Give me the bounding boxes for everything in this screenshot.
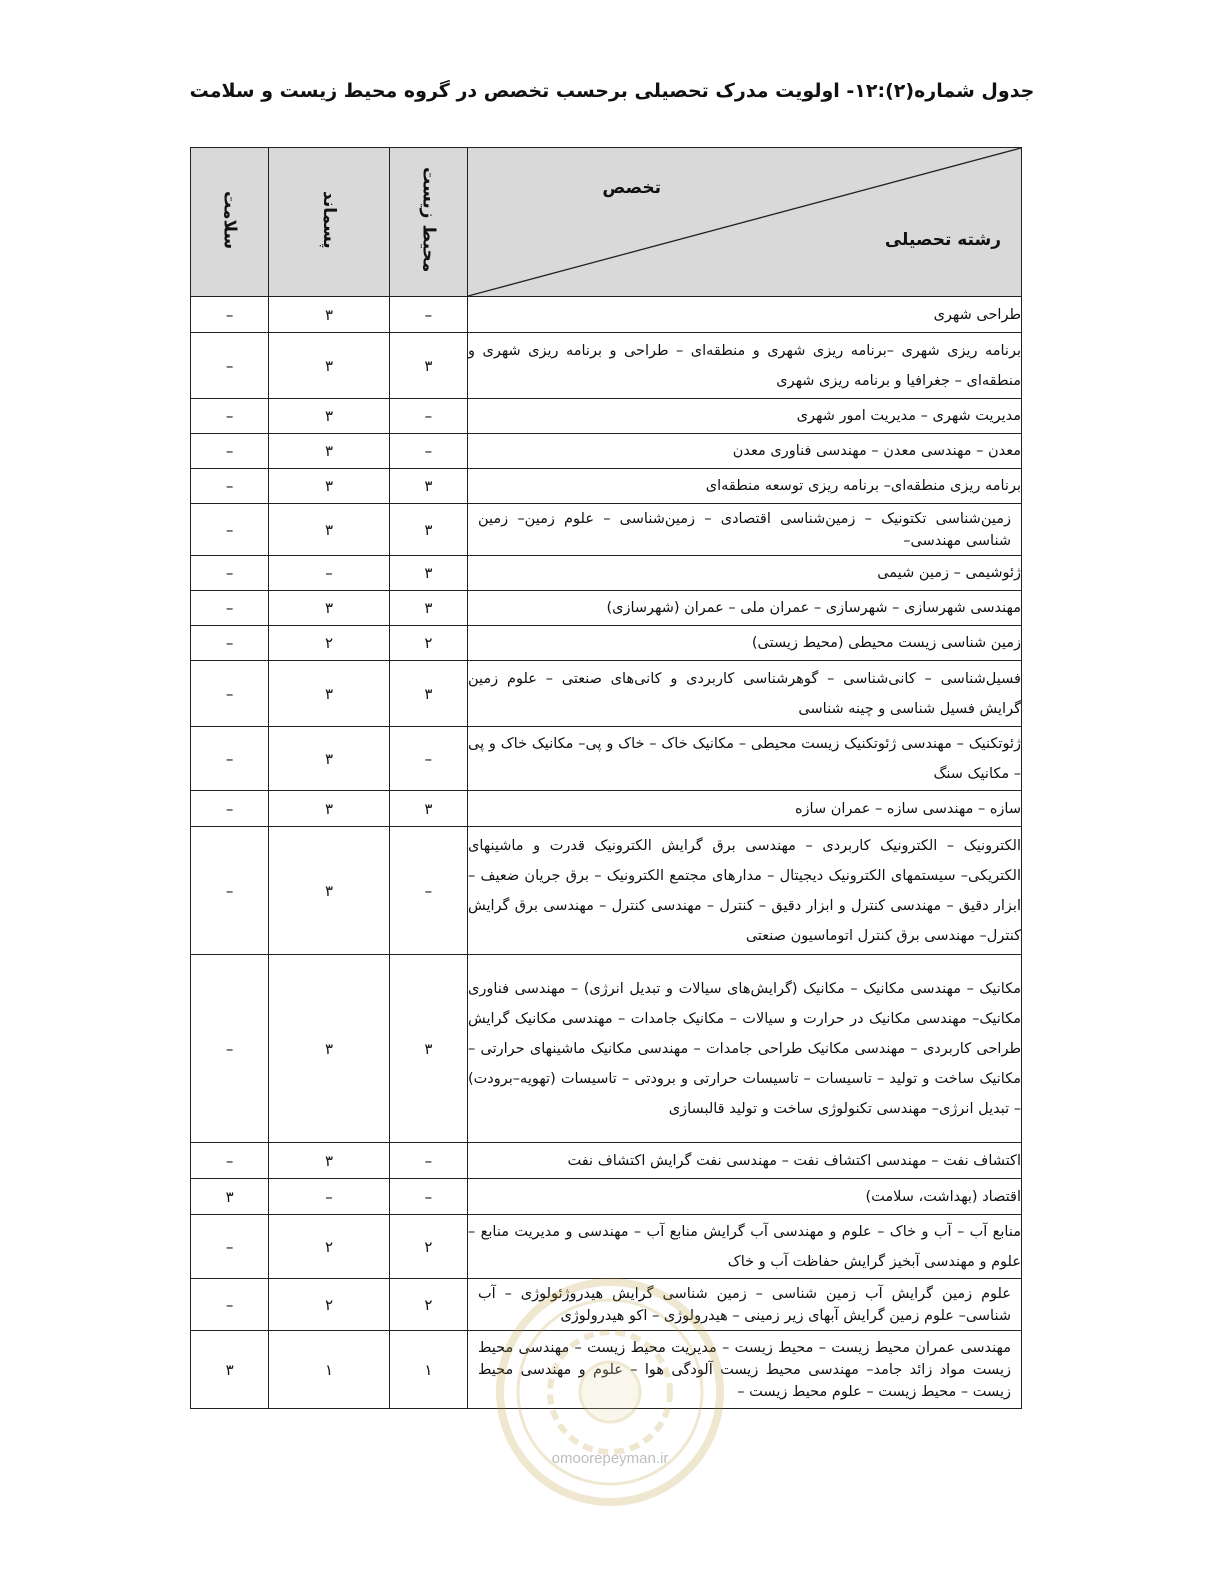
health-cell: – bbox=[191, 591, 269, 626]
major-cell: مهندسی عمران محیط زیست – محیط زیست – مدیریت محیط زیست – مهندسی محیط زیست مواد زائد جامد– مهندسی محیط زیست آلودگی هوا – علوم و مهندسی محیط زیست – محیط زیست – علوم محیط زیست – bbox=[468, 1331, 1022, 1409]
health-cell: – bbox=[191, 399, 269, 434]
environment-cell: ۱ bbox=[389, 1331, 467, 1409]
header-environment bbox=[389, 148, 467, 297]
watermark-text: omoorepeyman.ir bbox=[551, 1450, 669, 1467]
table-row bbox=[191, 791, 1022, 827]
health-cell: – bbox=[191, 791, 269, 827]
environment-cell: ۳ bbox=[389, 791, 467, 827]
waste-cell: ۳ bbox=[269, 955, 389, 1143]
waste-cell: ۳ bbox=[269, 791, 389, 827]
health-cell: – bbox=[191, 297, 269, 333]
environment-cell: ۳ bbox=[389, 955, 467, 1143]
header-waste-label: پسماند bbox=[319, 191, 339, 249]
major-cell: برنامه ریزی شهری –برنامه ریزی شهری و منطقه‌ای – طراحی و برنامه ریزی شهری و منطقه‌ای – جغرافیا و برنامه ریزی شهری bbox=[468, 333, 1022, 399]
major-cell: ژئوشیمی – زمین شیمی bbox=[468, 556, 1022, 591]
environment-cell: ۲ bbox=[389, 1215, 467, 1279]
major-cell: ژئوتکنیک – مهندسی ژئوتکنیک زیست محیطی – مکانیک خاک – خاک و پی– مکانیک خاک و پی – مکانیک سنگ bbox=[468, 727, 1022, 791]
table-row bbox=[191, 727, 1022, 791]
environment-cell: – bbox=[389, 297, 467, 333]
major-cell: معدن – مهندسی معدن – مهندسی فناوری معدن bbox=[468, 434, 1022, 469]
health-cell: – bbox=[191, 333, 269, 399]
waste-cell: – bbox=[269, 556, 389, 591]
waste-cell: ۳ bbox=[269, 504, 389, 556]
waste-cell: ۳ bbox=[269, 591, 389, 626]
table-row bbox=[191, 591, 1022, 626]
table-row bbox=[191, 626, 1022, 661]
waste-cell: ۳ bbox=[269, 661, 389, 727]
waste-cell: ۳ bbox=[269, 297, 389, 333]
major-cell: فسیل‌شناسی – کانی‌شناسی – گوهرشناسی کاربردی و کانی‌های صنعتی – علوم زمین گرایش فسیل شناسی و چینه شناسی bbox=[468, 661, 1022, 727]
environment-cell: ۳ bbox=[389, 661, 467, 727]
table-row bbox=[191, 297, 1022, 333]
waste-cell: ۳ bbox=[269, 469, 389, 504]
health-cell: – bbox=[191, 827, 269, 955]
environment-cell: ۲ bbox=[389, 626, 467, 661]
environment-cell: ۲ bbox=[389, 1279, 467, 1331]
table-row bbox=[191, 1143, 1022, 1179]
major-cell: طراحی شهری bbox=[468, 297, 1022, 333]
table-row bbox=[191, 504, 1022, 556]
major-cell: مدیریت شهری – مدیریت امور شهری bbox=[468, 399, 1022, 434]
header-diagonal-line bbox=[468, 148, 1021, 296]
major-cell: زمین‌شناسی تکتونیک – زمین‌شناسی اقتصادی – زمین‌شناسی – علوم زمین– زمین شناسی مهندسی– bbox=[468, 504, 1022, 556]
major-cell: مهندسی شهرسازی – شهرسازی – عمران ملی – عمران (شهرسازی) bbox=[468, 591, 1022, 626]
table-row bbox=[191, 1215, 1022, 1279]
environment-cell: ۳ bbox=[389, 333, 467, 399]
waste-cell: ۳ bbox=[269, 399, 389, 434]
waste-cell: ۳ bbox=[269, 333, 389, 399]
table-row bbox=[191, 434, 1022, 469]
major-cell: منابع آب – آب و خاک – علوم و مهندسی آب گرایش منابع آب – مهندسی و مدیریت منابع – علوم و مهندسی آبخیز گرایش حفاظت آب و خاک bbox=[468, 1215, 1022, 1279]
table-row bbox=[191, 827, 1022, 955]
major-cell: مکانیک – مهندسی مکانیک – مکانیک (گرایش‌های سیالات و تبدیل انرژی) – مهندسی فناوری مکانیک– مهندسی مکانیک در حرارت و سیالات – مکانیک جامدات – مهندسی مکانیک گرایش طراحی کاربردی – مهندسی مکانیک طراحی جامدات – مهندسی مکانیک ماشینهای حرارتی – مکانیک ساخت و تولید – تاسیسات – تاسیسات حرارتی و برودتی – تاسیسات (تهویه–برودت) – تبدیل انرژی– مهندسی تکنولوژی ساخت و تولید قالبسازی bbox=[468, 955, 1022, 1143]
page-title: جدول شماره(۲):۱۲- اولویت مدرک تحصیلی برحسب تخصص در گروه محیط زیست و سلامت bbox=[189, 80, 1035, 102]
table-row bbox=[191, 333, 1022, 399]
waste-cell: ۳ bbox=[269, 434, 389, 469]
environment-cell: ۳ bbox=[389, 556, 467, 591]
environment-cell: – bbox=[389, 727, 467, 791]
environment-cell: – bbox=[389, 827, 467, 955]
environment-cell: – bbox=[389, 434, 467, 469]
header-environment-label: محیط زیست bbox=[418, 167, 439, 273]
environment-cell: ۳ bbox=[389, 504, 467, 556]
health-cell: – bbox=[191, 1143, 269, 1179]
waste-cell: ۱ bbox=[269, 1331, 389, 1409]
health-cell: – bbox=[191, 727, 269, 791]
health-cell: – bbox=[191, 626, 269, 661]
major-cell: اقتصاد (بهداشت، سلامت) bbox=[468, 1179, 1022, 1215]
table-row bbox=[191, 1179, 1022, 1215]
table-header-row bbox=[191, 148, 1022, 297]
health-cell: – bbox=[191, 504, 269, 556]
environment-cell: – bbox=[389, 1179, 467, 1215]
major-cell: سازه – مهندسی سازه – عمران سازه bbox=[468, 791, 1022, 827]
header-health-label: سلامت bbox=[219, 190, 240, 250]
environment-cell: – bbox=[389, 399, 467, 434]
health-cell: – bbox=[191, 1279, 269, 1331]
health-cell: – bbox=[191, 1215, 269, 1279]
header-corner-cell bbox=[468, 148, 1022, 297]
health-cell: – bbox=[191, 469, 269, 504]
environment-cell: ۳ bbox=[389, 591, 467, 626]
header-specialty-label: تخصص bbox=[602, 178, 661, 198]
health-cell: – bbox=[191, 661, 269, 727]
major-cell: اکتشاف نفت – مهندسی اکتشاف نفت – مهندسی نفت گرایش اکتشاف نفت bbox=[468, 1143, 1022, 1179]
waste-cell: ۳ bbox=[269, 727, 389, 791]
waste-cell: – bbox=[269, 1179, 389, 1215]
health-cell: ۳ bbox=[191, 1179, 269, 1215]
table-row bbox=[191, 1331, 1022, 1409]
major-cell: الکترونیک – الکترونیک کاربردی – مهندسی برق گرایش الکترونیک قدرت و ماشینهای الکتریکی– سیستمهای الکترونیک دیجیتال – مدارهای مجتمع الکترونیک – برق جریان ضعیف – ابزار دقیق – مهندسی کنترل و ابزار دقیق – کنترل – مهندسی کنترل – مهندسی برق گرایش کنترل– مهندسی برق کنترل اتوماسیون صنعتی bbox=[468, 827, 1022, 955]
health-cell: ۳ bbox=[191, 1331, 269, 1409]
table-row bbox=[191, 469, 1022, 504]
waste-cell: ۳ bbox=[269, 827, 389, 955]
health-cell: – bbox=[191, 955, 269, 1143]
table-row bbox=[191, 661, 1022, 727]
table-row bbox=[191, 1279, 1022, 1331]
waste-cell: ۲ bbox=[269, 1215, 389, 1279]
major-cell: برنامه ریزی منطقه‌ای– برنامه ریزی توسعه منطقه‌ای bbox=[468, 469, 1022, 504]
waste-cell: ۲ bbox=[269, 626, 389, 661]
header-major-label: رشته تحصیلی bbox=[884, 230, 1001, 250]
environment-cell: ۳ bbox=[389, 469, 467, 504]
waste-cell: ۳ bbox=[269, 1143, 389, 1179]
table-row bbox=[191, 556, 1022, 591]
table-row bbox=[191, 399, 1022, 434]
table-row bbox=[191, 955, 1022, 1143]
priority-table bbox=[190, 147, 1022, 1409]
waste-cell: ۲ bbox=[269, 1279, 389, 1331]
major-cell: زمین شناسی زیست محیطی (محیط زیستی) bbox=[468, 626, 1022, 661]
health-cell: – bbox=[191, 556, 269, 591]
header-waste bbox=[269, 148, 389, 297]
environment-cell: – bbox=[389, 1143, 467, 1179]
major-cell: علوم زمین گرایش آب زمین شناسی – زمین شناسی گرایش هیدروژئولوژی – آب شناسی– علوم زمین گرایش آبهای زیر زمینی – هیدرولوژی – اکو هیدرولوژی bbox=[468, 1279, 1022, 1331]
header-health bbox=[191, 148, 269, 297]
health-cell: – bbox=[191, 434, 269, 469]
